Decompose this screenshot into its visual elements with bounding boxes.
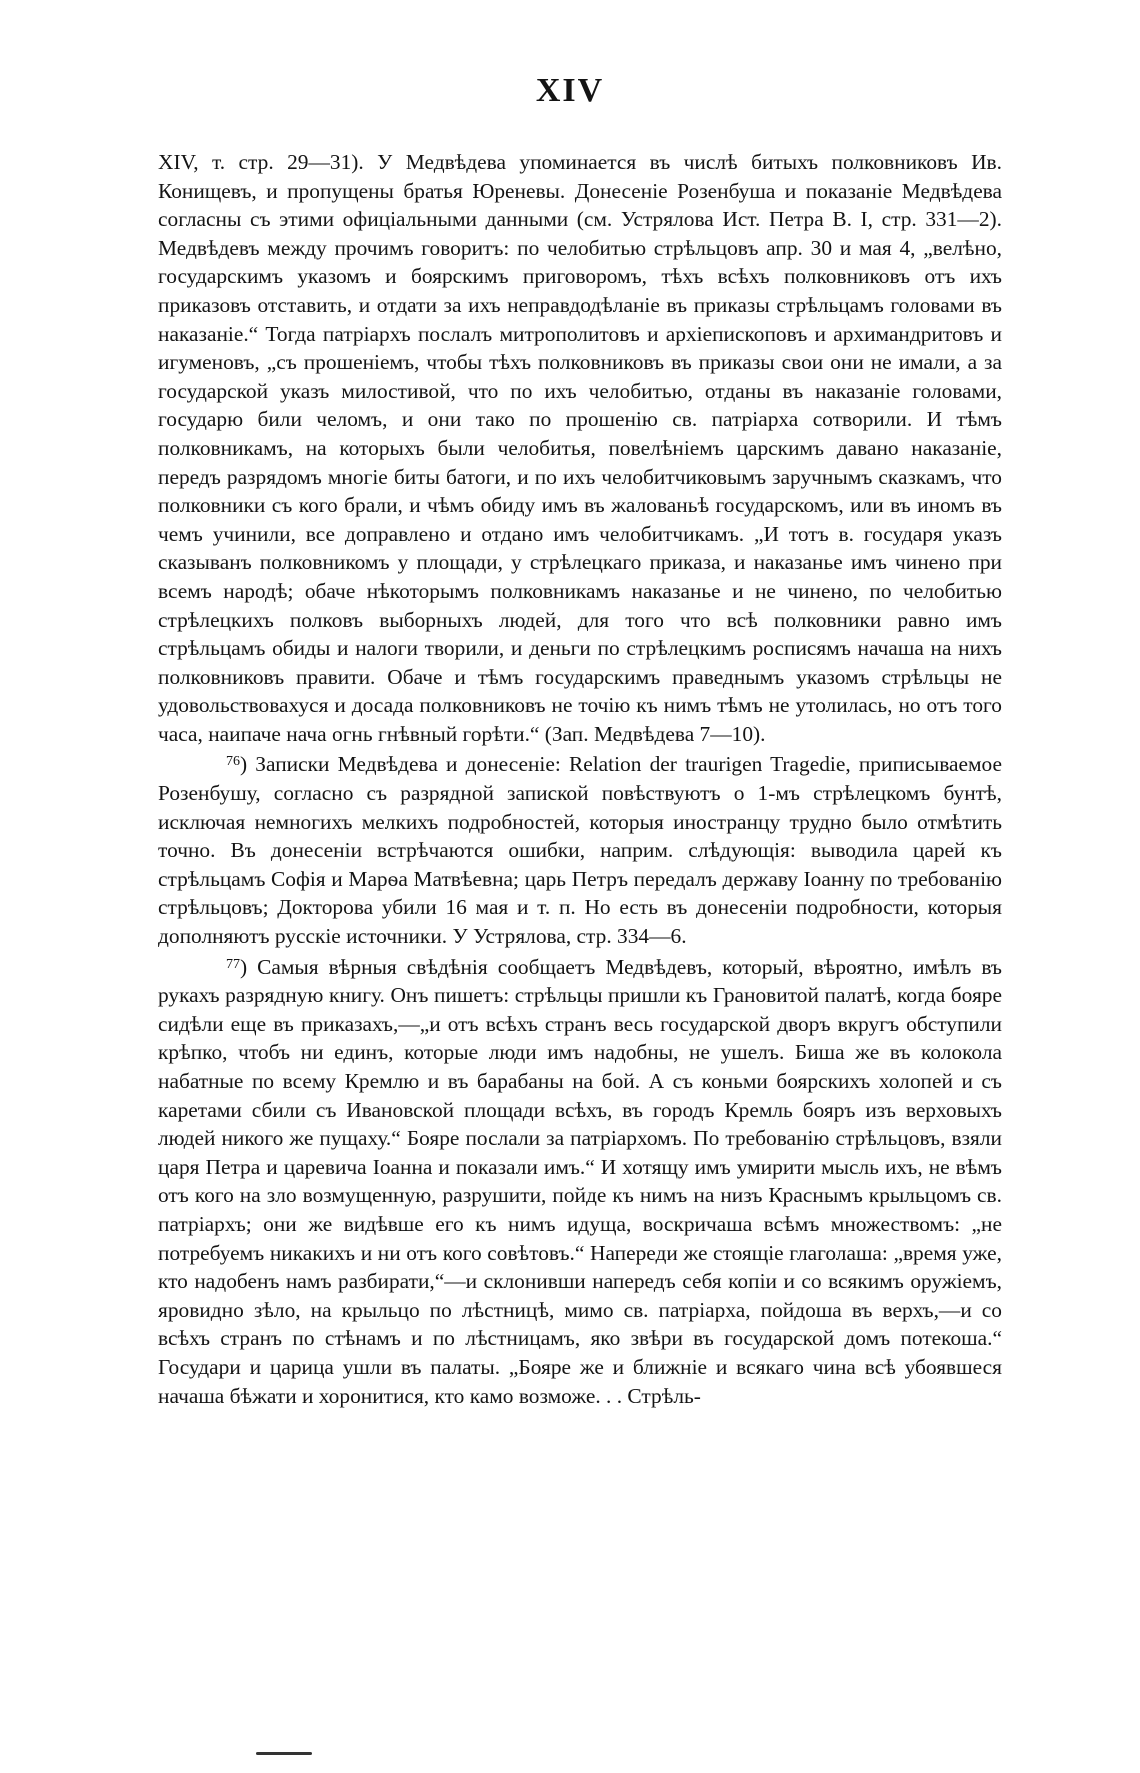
footnote-mark: 77 (226, 956, 240, 972)
paragraph-continuation (158, 148, 1002, 748)
footnote-77 (158, 951, 1002, 1411)
body-text (158, 148, 1002, 1410)
footnote-76 (158, 748, 1002, 950)
footnote-text: ) Самыя вѣрныя свѣдѣнія сообщаетъ Медвѣдевъ, который, вѣроятно, имѣлъ въ рукахъ разрядную книгу. Онъ пишетъ: стрѣльцы пришли къ Грановитой палатѣ, когда бояре сидѣли еще въ приказахъ,—„и отъ всѣхъ странъ весь государской дворъ вкругъ обступили крѣпко, чтобъ ни единъ, которые люди имъ надобны, не ушелъ. Биша же въ колокола набатные по всему Кремлю и въ барабаны на бой. А съ коньми боярскихъ холопей и съ каретами сбили съ Ивановской площади всѣхъ, въ городъ Кремль бояръ изъ верховыхъ людей никого же пущаху.“ Бояре послали за патріархомъ. По требованію стрѣльцовъ, взяли царя Петра и царевича Іоанна и показали имъ.“ И хотящу имъ умирити мысль ихъ, не вѣмъ отъ кого на зло возмущенную, разрушити, пойде къ нимъ на низъ Краснымъ крыльцомъ св. патріархъ; они же видѣвше его къ нимъ идуща, воскричаша всѣмъ множествомъ: „не потребуемъ никакихъ и ни отъ кого совѣтовъ.“ Напереди же стоящіе глаголаша: „время уже, кто надобенъ намъ разбирати,“—и склонивши напередъ себя копіи и со всякимъ оружіемъ, яровидно зѣло, на крыльцо по лѣстницѣ, мимо св. патріарха, пойдоша въ верхъ,—и со всѣхъ странъ по стѣнамъ и по лѣстницамъ, яко звѣри въ государской домъ потекоша.“ Государи и царица ушли въ палаты. „Бояре же и ближніе и всякаго чина всѣ убоявшеся начаша бѣжати и хоронитися, кто камо возможе. . . Стрѣль- (158, 954, 1002, 1408)
scan-mark (256, 1752, 312, 1755)
footnote-text: ) Записки Медвѣдева и донесеніе: Relation der traurigen Tragedie, приписываемое Розенбушу, согласно съ разрядной запиской повѣствуютъ о 1-мъ стрѣлецкомъ бунтѣ, исключая немногихъ мелкихъ подробностей, которыя иностранцу трудно было отмѣтить точно. Въ донесеніи встрѣчаются ошибки, наприм. слѣдующія: выводила царей къ стрѣльцамъ Софія и Марѳа Матвѣевна; царь Петръ передалъ державу Іоанну по требованію стрѣльцовъ; Докторова убили 16 мая и т. п. Но есть въ донесеніи подробности, которыя дополняютъ русскіе источники. У Устрялова, стр. 334—6. (158, 752, 1002, 949)
footnote-mark: 76 (226, 754, 240, 770)
page-number: XIV (535, 72, 605, 109)
paragraph-text: XIV, т. стр. 29—31). У Медвѣдева упоминается въ числѣ битыхъ полковниковъ Ив. Конищевъ, и пропущены братья Юреневы. Донесеніе Розенбуша и показаніе Медвѣдева согласны съ этими офиціальными данными (см. Устрялова Ист. Петра В. I, стр. 331—2). Медвѣдевъ между прочимъ говоритъ: по челобитью стрѣльцовъ апр. 30 и мая 4, „велѣно, государскимъ указомъ и боярскимъ приговоромъ, тѣхъ всѣхъ полковниковъ отъ ихъ приказовъ отставить, и отдати за ихъ неправдодѣланіе въ приказы стрѣльцамъ головами въ наказаніе.“ Тогда патріархъ послалъ митрополитовъ и архіепископовъ и архимандритовъ и игуменовъ, „съ прошеніемъ, чтобы тѣхъ полковниковъ въ приказы свои они не имали, а за государской указъ милостивой, что по ихъ челобитью, отданы въ наказаніе головами, государю били челомъ, и они тако по прошенію св. патріарха сотворили. И тѣмъ полковникамъ, на которыхъ были челобитья, повелѣніемъ царскимъ давано наказаніе, передъ разрядомъ многіе биты батоги, и по ихъ челобитчиковымъ заручнымъ сказкамъ, что полковники съ кого брали, и чѣмъ обиду имъ въ жалованьѣ государскомъ, или въ иномъ въ чемъ учинили, все доправлено и отдано имъ челобитчикамъ. „И тотъ в. государя указъ сказыванъ полковникомъ у площади, у стрѣлецкаго приказа, и наказанье имъ чинено при всемъ народѣ; обаче нѣкоторымъ полковникамъ наказанье и не чинено, по челобитью стрѣлецкихъ полковъ выборныхъ людей, для того что всѣ полковники равно имъ стрѣльцамъ обиды и налоги творили, и деньги по стрѣлецкимъ росписямъ начаша на нихъ полковниковъ правити. Обаче и тѣмъ государскимъ праведнымъ указомъ стрѣльцы не удовольствовахуся и досада полковниковъ не точію къ нимъ тѣмъ не утолилась, но отъ того часа, наипаче нача огнь гнѣвный горѣти.“ (Зап. Медвѣдева 7—10). (158, 150, 1002, 746)
